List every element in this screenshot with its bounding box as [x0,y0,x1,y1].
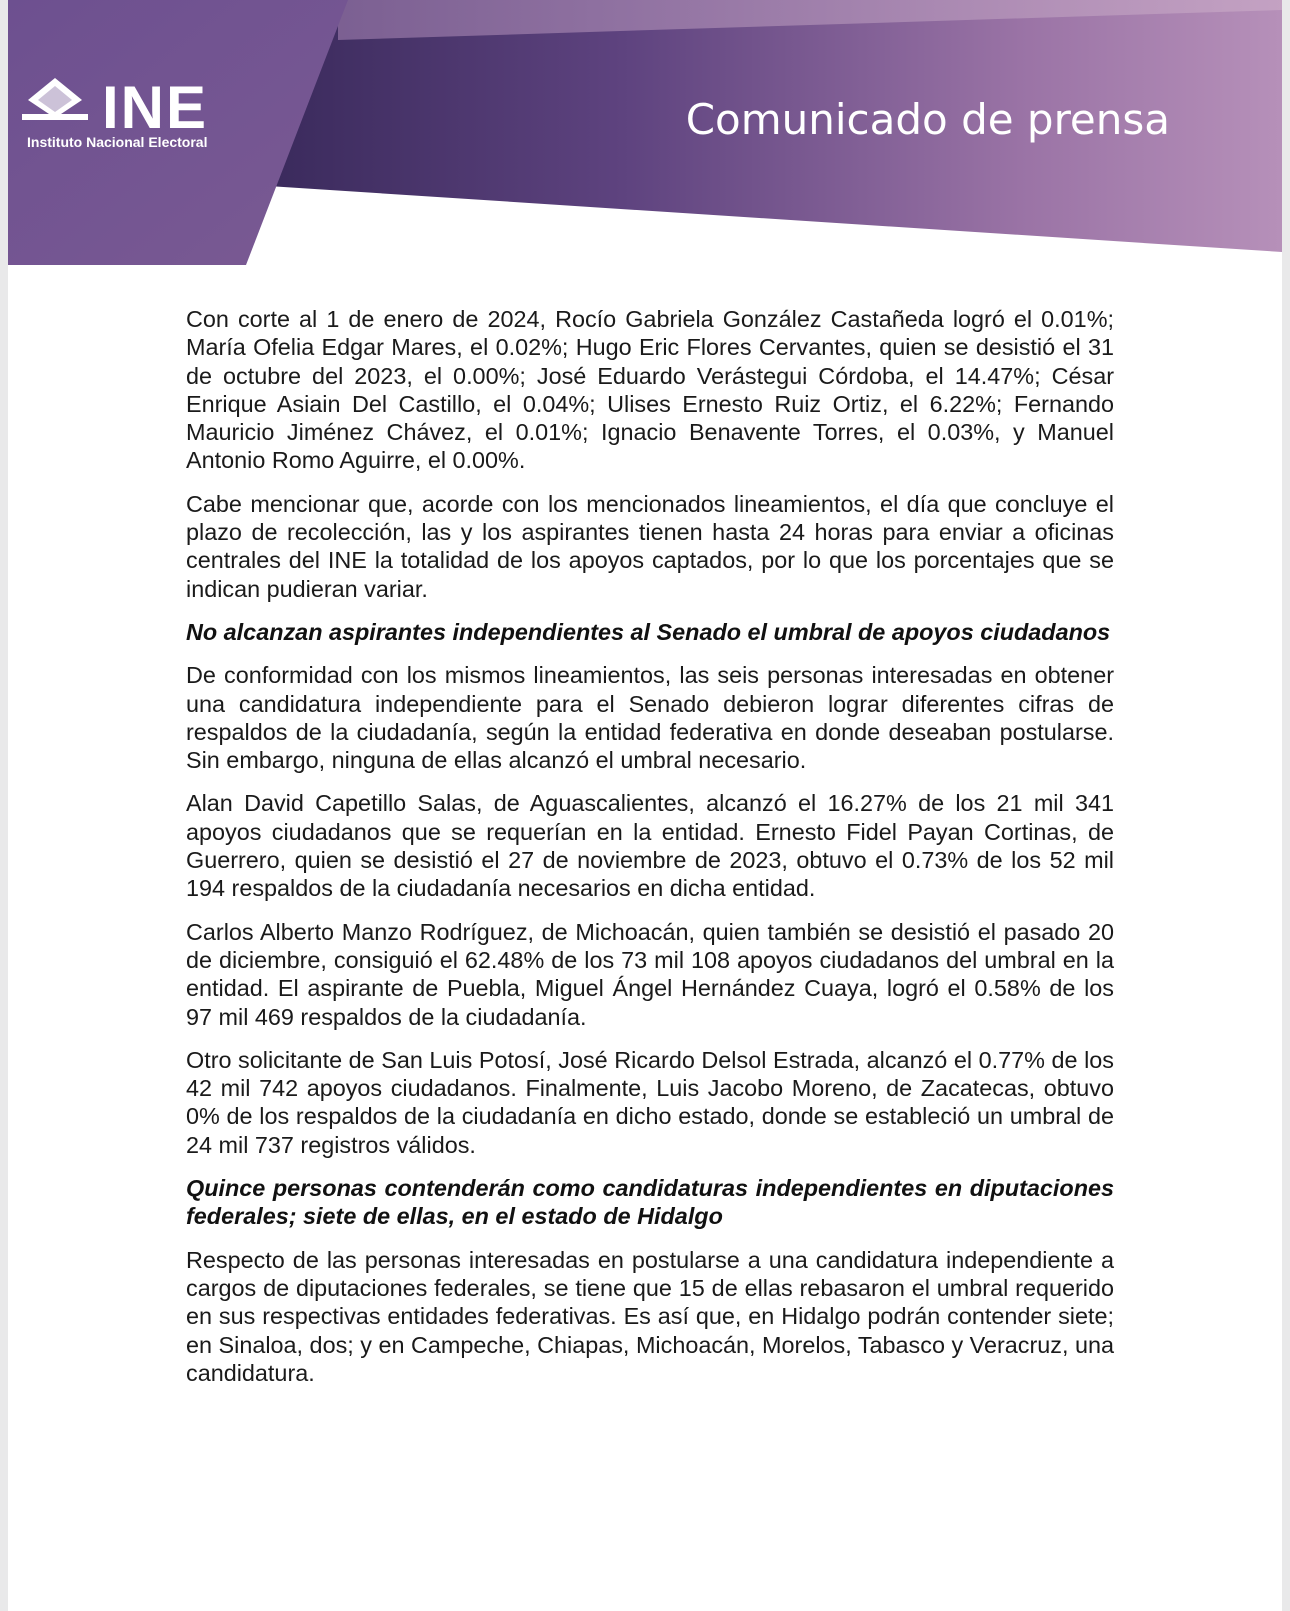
header-banner [8,0,1282,270]
logo-wordmark: INE [102,74,209,141]
section-heading: No alcanzan aspirantes independientes al Senado el umbral de apoyos ciudadanos [186,618,1111,645]
paragraph: Alan David Capetillo Salas, de Aguascalientes, alcanzó el 16.27% de los 21 mil 341 apoyos ciudadanos que se requerían en la entidad. Ernesto Fidel Payan Cortinas, de Guerrero, quien se desistió el 27 de noviembre de 2023, obtuvo el 0.73% de los 52 mil 194 respaldos de la ciudadanía necesarios en dicha entidad. [186,790,1114,902]
article-body [186,305,1114,1402]
section-heading: Quince personas contenderán como candidaturas independientes en diputaciones federales; siete de ellas, en el estado de Hidalgo [186,1175,1114,1230]
ine-logo-mark-icon [20,78,90,124]
ine-logo [20,74,252,158]
paragraph: Respecto de las personas interesadas en postularse a una candidatura independiente a cargos de diputaciones federales, se tiene que 15 de ellas rebasaron el umbral requerido en sus respectivas entidades federativas. Es así que, en Hidalgo podrán contender siete; en Sinaloa, dos; y en Campeche, Chiapas, Michoacán, Morelos, Tabasco y Veracruz, una candidatura. [186,1246,1114,1386]
logo-subtitle: Instituto Nacional Electoral [27,134,208,150]
paragraph: Cabe mencionar que, acorde con los mencionados lineamientos, el día que concluye el plazo de recolección, las y los aspirantes tienen hasta 24 horas para enviar a oficinas centrales del INE la totalidad de los apoyos captados, por lo que los porcentajes que se indican pudieran variar. [186,490,1114,602]
paragraph: De conformidad con los mismos lineamientos, las seis personas interesadas en obtener una candidatura independiente para el Senado debieron lograr diferentes cifras de respaldos de la ciudadanía, según la entidad federativa en donde deseaban postularse. Sin embargo, ninguna de ellas alcanzó el umbral necesario. [186,662,1114,774]
press-release-title: Comunicado de prensa [685,95,1170,144]
paragraph: Carlos Alberto Manzo Rodríguez, de Michoacán, quien también se desistió el pasado 20 de diciembre, consiguió el 62.48% de los 73 mil 108 apoyos ciudadanos del umbral en la entidad. El aspirante de Puebla, Miguel Ángel Hernández Cuaya, logró el 0.58% de los 97 mil 469 respaldos de la ciudadanía. [186,918,1114,1030]
paragraph: Otro solicitante de San Luis Potosí, José Ricardo Delsol Estrada, alcanzó el 0.77% de los 42 mil 742 apoyos ciudadanos. Finalmente, Luis Jacobo Moreno, de Zacatecas, obtuvo 0% de los respaldos de la ciudadanía en dicho estado, donde se estableció un umbral de 24 mil 737 registros válidos. [186,1046,1114,1158]
paragraph: Con corte al 1 de enero de 2024, Rocío Gabriela González Castañeda logró el 0.01%; María Ofelia Edgar Mares, el 0.02%; Hugo Eric Flores Cervantes, quien se desistió el 31 de octubre del 2023, el 0.00%; José Eduardo Verástegui Córdoba, el 14.47%; César Enrique Asiain Del Castillo, el 0.04%; Ulises Ernesto Ruiz Ortiz, el 6.22%; Fernando Mauricio Jiménez Chávez, el 0.01%; Ignacio Benavente Torres, el 0.03%, y Manuel Antonio Romo Aguirre, el 0.00%. [186,306,1114,474]
press-release-page [8,0,1282,1611]
